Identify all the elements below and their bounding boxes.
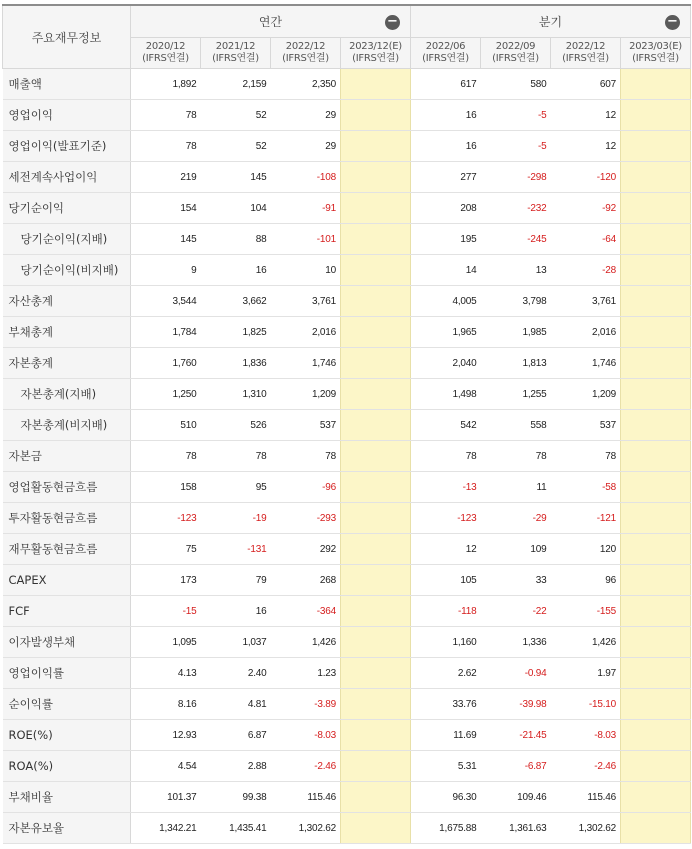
value-cell: 16: [201, 596, 271, 627]
value-cell: 1,825: [201, 317, 271, 348]
value-cell: 11.69: [411, 720, 481, 751]
value-cell: [341, 441, 411, 472]
value-cell: [621, 69, 691, 100]
value-cell: 4.13: [131, 658, 201, 689]
row-label: 영업이익: [3, 100, 131, 131]
value-cell: 3,662: [201, 286, 271, 317]
period-date: 2021/12: [215, 41, 256, 52]
value-cell: 16: [411, 100, 481, 131]
value-cell: 16: [411, 131, 481, 162]
value-cell: [341, 658, 411, 689]
table-row: [3, 751, 691, 782]
value-cell: -245: [481, 224, 551, 255]
table-row: [3, 689, 691, 720]
table-row: [3, 534, 691, 565]
value-cell: 2.62: [411, 658, 481, 689]
period-header: [131, 38, 201, 69]
value-cell: 1,426: [551, 627, 621, 658]
value-cell: 208: [411, 193, 481, 224]
row-label: CAPEX: [3, 565, 131, 596]
value-cell: -118: [411, 596, 481, 627]
value-cell: [341, 255, 411, 286]
value-cell: 145: [201, 162, 271, 193]
table-row: [3, 379, 691, 410]
value-cell: 12: [551, 131, 621, 162]
value-cell: -64: [551, 224, 621, 255]
value-cell: 12: [411, 534, 481, 565]
table-row: [3, 410, 691, 441]
value-cell: [621, 317, 691, 348]
value-cell: [341, 224, 411, 255]
value-cell: 195: [411, 224, 481, 255]
value-cell: [621, 627, 691, 658]
value-cell: 219: [131, 162, 201, 193]
value-cell: -21.45: [481, 720, 551, 751]
corner-header: 주요재무정보: [3, 5, 131, 69]
value-cell: -155: [551, 596, 621, 627]
value-cell: 78: [131, 131, 201, 162]
row-label: 투자활동현금흐름: [3, 503, 131, 534]
period-date: 2022/06: [425, 41, 466, 52]
period-basis: (IFRS연결): [212, 53, 259, 64]
value-cell: 1,209: [271, 379, 341, 410]
value-cell: -2.46: [551, 751, 621, 782]
value-cell: 2.40: [201, 658, 271, 689]
value-cell: 1,746: [271, 348, 341, 379]
value-cell: -123: [131, 503, 201, 534]
value-cell: [341, 782, 411, 813]
value-cell: [621, 286, 691, 317]
period-header: [201, 38, 271, 69]
table-row: [3, 69, 691, 100]
value-cell: [341, 348, 411, 379]
value-cell: 537: [551, 410, 621, 441]
table-row: [3, 131, 691, 162]
row-label: 부채총계: [3, 317, 131, 348]
period-date: 2022/12: [285, 41, 326, 52]
value-cell: 13: [481, 255, 551, 286]
value-cell: [341, 813, 411, 844]
value-cell: 101.37: [131, 782, 201, 813]
value-cell: [341, 286, 411, 317]
row-label: 당기순이익(지배): [3, 224, 131, 255]
value-cell: 510: [131, 410, 201, 441]
value-cell: [341, 596, 411, 627]
value-cell: 277: [411, 162, 481, 193]
value-cell: [621, 565, 691, 596]
value-cell: 3,761: [551, 286, 621, 317]
period-date: 2023/03(E): [629, 41, 682, 52]
table-row: [3, 596, 691, 627]
value-cell: 9: [131, 255, 201, 286]
value-cell: 4.81: [201, 689, 271, 720]
period-date: 2023/12(E): [349, 41, 402, 52]
table-row: [3, 162, 691, 193]
value-cell: [621, 100, 691, 131]
value-cell: 78: [201, 441, 271, 472]
period-date: 2020/12: [145, 41, 186, 52]
value-cell: 526: [201, 410, 271, 441]
value-cell: 2,159: [201, 69, 271, 100]
value-cell: 3,798: [481, 286, 551, 317]
value-cell: 14: [411, 255, 481, 286]
value-cell: -120: [551, 162, 621, 193]
value-cell: -3.89: [271, 689, 341, 720]
period-basis: (IFRS연결): [422, 53, 469, 64]
annual-collapse-icon[interactable]: −: [385, 15, 400, 30]
period-basis: (IFRS연결): [562, 53, 609, 64]
value-cell: -28: [551, 255, 621, 286]
value-cell: -8.03: [271, 720, 341, 751]
value-cell: -6.87: [481, 751, 551, 782]
table-row: [3, 627, 691, 658]
row-label: 자본총계: [3, 348, 131, 379]
period-header: [481, 38, 551, 69]
row-label: 자본총계(지배): [3, 379, 131, 410]
value-cell: -29: [481, 503, 551, 534]
value-cell: 1,160: [411, 627, 481, 658]
financial-summary-table: [2, 4, 691, 844]
period-basis: (IFRS연결): [352, 53, 399, 64]
value-cell: 2.88: [201, 751, 271, 782]
value-cell: -131: [201, 534, 271, 565]
value-cell: [621, 348, 691, 379]
value-cell: [341, 751, 411, 782]
row-label: 자본총계(비지배): [3, 410, 131, 441]
value-cell: 2,016: [551, 317, 621, 348]
value-cell: -121: [551, 503, 621, 534]
value-cell: 115.46: [551, 782, 621, 813]
value-cell: 6.87: [201, 720, 271, 751]
period-header: [271, 38, 341, 69]
value-cell: [621, 379, 691, 410]
table-row: [3, 441, 691, 472]
value-cell: [621, 224, 691, 255]
value-cell: [621, 720, 691, 751]
row-label: 이자발생부채: [3, 627, 131, 658]
value-cell: 104: [201, 193, 271, 224]
value-cell: -2.46: [271, 751, 341, 782]
table-row: [3, 658, 691, 689]
value-cell: 1,336: [481, 627, 551, 658]
value-cell: 4.54: [131, 751, 201, 782]
value-cell: 1,836: [201, 348, 271, 379]
value-cell: -293: [271, 503, 341, 534]
value-cell: [341, 689, 411, 720]
period-basis: (IFRS연결): [492, 53, 539, 64]
value-cell: [621, 751, 691, 782]
value-cell: 158: [131, 472, 201, 503]
value-cell: [621, 596, 691, 627]
value-cell: 173: [131, 565, 201, 596]
value-cell: 1,209: [551, 379, 621, 410]
value-cell: 52: [201, 131, 271, 162]
value-cell: [621, 255, 691, 286]
value-cell: 1,095: [131, 627, 201, 658]
value-cell: 1.97: [551, 658, 621, 689]
annual-group-header: [131, 5, 411, 38]
value-cell: 1,675.88: [411, 813, 481, 844]
value-cell: 78: [411, 441, 481, 472]
quarterly-label: 분기: [538, 15, 563, 29]
table-row: [3, 255, 691, 286]
value-cell: -298: [481, 162, 551, 193]
quarterly-group-header: [411, 5, 691, 38]
value-cell: -58: [551, 472, 621, 503]
row-label: 자본금: [3, 441, 131, 472]
row-label: 세전계속사업이익: [3, 162, 131, 193]
value-cell: [621, 689, 691, 720]
value-cell: 1,342.21: [131, 813, 201, 844]
table-row: [3, 565, 691, 596]
value-cell: 105: [411, 565, 481, 596]
value-cell: -91: [271, 193, 341, 224]
table-row: [3, 472, 691, 503]
table-row: [3, 348, 691, 379]
value-cell: 145: [131, 224, 201, 255]
value-cell: -13: [411, 472, 481, 503]
value-cell: [341, 69, 411, 100]
value-cell: [621, 410, 691, 441]
value-cell: 1,435.41: [201, 813, 271, 844]
value-cell: 1,037: [201, 627, 271, 658]
value-cell: 154: [131, 193, 201, 224]
table-row: [3, 782, 691, 813]
row-label: 영업이익률: [3, 658, 131, 689]
value-cell: 3,544: [131, 286, 201, 317]
value-cell: 1,250: [131, 379, 201, 410]
value-cell: [341, 131, 411, 162]
value-cell: 1.23: [271, 658, 341, 689]
value-cell: [621, 503, 691, 534]
value-cell: 115.46: [271, 782, 341, 813]
value-cell: 1,784: [131, 317, 201, 348]
value-cell: 52: [201, 100, 271, 131]
value-cell: 16: [201, 255, 271, 286]
period-basis: (IFRS연결): [282, 53, 329, 64]
value-cell: 109: [481, 534, 551, 565]
value-cell: 1,965: [411, 317, 481, 348]
value-cell: [341, 100, 411, 131]
value-cell: 29: [271, 100, 341, 131]
value-cell: 78: [131, 441, 201, 472]
table-row: [3, 720, 691, 751]
annual-label: 연간: [258, 15, 283, 29]
value-cell: [341, 565, 411, 596]
value-cell: -92: [551, 193, 621, 224]
value-cell: 1,302.62: [271, 813, 341, 844]
row-label: 자본유보율: [3, 813, 131, 844]
value-cell: 12: [551, 100, 621, 131]
row-label: 당기순이익(비지배): [3, 255, 131, 286]
value-cell: [341, 503, 411, 534]
value-cell: 95: [201, 472, 271, 503]
value-cell: 537: [271, 410, 341, 441]
value-cell: [621, 162, 691, 193]
period-header: [551, 38, 621, 69]
row-label: 당기순이익: [3, 193, 131, 224]
value-cell: 1,746: [551, 348, 621, 379]
value-cell: -108: [271, 162, 341, 193]
value-cell: 3,761: [271, 286, 341, 317]
row-label: 매출액: [3, 69, 131, 100]
value-cell: 1,985: [481, 317, 551, 348]
value-cell: 542: [411, 410, 481, 441]
row-label: 영업이익(발표기준): [3, 131, 131, 162]
value-cell: -22: [481, 596, 551, 627]
value-cell: 79: [201, 565, 271, 596]
value-cell: 1,255: [481, 379, 551, 410]
value-cell: -123: [411, 503, 481, 534]
table-body: [3, 69, 691, 844]
row-label: FCF: [3, 596, 131, 627]
value-cell: [341, 193, 411, 224]
value-cell: [341, 534, 411, 565]
row-label: ROE(%): [3, 720, 131, 751]
value-cell: [621, 193, 691, 224]
value-cell: 1,426: [271, 627, 341, 658]
value-cell: -15: [131, 596, 201, 627]
row-label: ROA(%): [3, 751, 131, 782]
value-cell: -8.03: [551, 720, 621, 751]
value-cell: 1,498: [411, 379, 481, 410]
table-row: [3, 193, 691, 224]
table-row: [3, 286, 691, 317]
value-cell: -232: [481, 193, 551, 224]
period-header: [411, 38, 481, 69]
value-cell: 5.31: [411, 751, 481, 782]
value-cell: [621, 534, 691, 565]
row-label: 순이익률: [3, 689, 131, 720]
value-cell: 8.16: [131, 689, 201, 720]
value-cell: [621, 658, 691, 689]
value-cell: 88: [201, 224, 271, 255]
value-cell: 29: [271, 131, 341, 162]
value-cell: 617: [411, 69, 481, 100]
value-cell: 75: [131, 534, 201, 565]
value-cell: [621, 441, 691, 472]
value-cell: 78: [271, 441, 341, 472]
row-label: 영업활동현금흐름: [3, 472, 131, 503]
value-cell: 1,813: [481, 348, 551, 379]
value-cell: 11: [481, 472, 551, 503]
value-cell: 99.38: [201, 782, 271, 813]
value-cell: -15.10: [551, 689, 621, 720]
period-date: 2022/12: [565, 41, 606, 52]
value-cell: 2,350: [271, 69, 341, 100]
value-cell: 2,040: [411, 348, 481, 379]
value-cell: 2,016: [271, 317, 341, 348]
value-cell: 1,760: [131, 348, 201, 379]
table-row: [3, 100, 691, 131]
value-cell: 607: [551, 69, 621, 100]
value-cell: 1,892: [131, 69, 201, 100]
row-label: 자산총계: [3, 286, 131, 317]
value-cell: [341, 317, 411, 348]
value-cell: 109.46: [481, 782, 551, 813]
value-cell: 10: [271, 255, 341, 286]
value-cell: 78: [481, 441, 551, 472]
period-basis: (IFRS연결): [142, 53, 189, 64]
value-cell: [621, 782, 691, 813]
value-cell: [621, 131, 691, 162]
value-cell: -5: [481, 131, 551, 162]
value-cell: [341, 162, 411, 193]
value-cell: 580: [481, 69, 551, 100]
value-cell: -0.94: [481, 658, 551, 689]
value-cell: 1,302.62: [551, 813, 621, 844]
table-row: [3, 224, 691, 255]
table-row: [3, 503, 691, 534]
value-cell: [341, 379, 411, 410]
value-cell: 120: [551, 534, 621, 565]
value-cell: [341, 410, 411, 441]
value-cell: 78: [551, 441, 621, 472]
value-cell: [341, 720, 411, 751]
value-cell: [341, 627, 411, 658]
value-cell: [621, 813, 691, 844]
value-cell: -364: [271, 596, 341, 627]
value-cell: 96.30: [411, 782, 481, 813]
value-cell: 33: [481, 565, 551, 596]
period-basis: (IFRS연결): [632, 53, 679, 64]
period-date: 2022/09: [495, 41, 536, 52]
value-cell: -19: [201, 503, 271, 534]
value-cell: 4,005: [411, 286, 481, 317]
value-cell: [621, 472, 691, 503]
value-cell: -96: [271, 472, 341, 503]
period-header: [341, 38, 411, 69]
row-label: 재무활동현금흐름: [3, 534, 131, 565]
value-cell: 292: [271, 534, 341, 565]
row-label: 부채비율: [3, 782, 131, 813]
value-cell: 96: [551, 565, 621, 596]
value-cell: -5: [481, 100, 551, 131]
value-cell: 1,361.63: [481, 813, 551, 844]
value-cell: -101: [271, 224, 341, 255]
value-cell: 558: [481, 410, 551, 441]
value-cell: 78: [131, 100, 201, 131]
value-cell: 1,310: [201, 379, 271, 410]
table-row: [3, 813, 691, 844]
value-cell: [341, 472, 411, 503]
value-cell: -39.98: [481, 689, 551, 720]
value-cell: 33.76: [411, 689, 481, 720]
period-header: [621, 38, 691, 69]
quarterly-collapse-icon[interactable]: −: [665, 15, 680, 30]
table-row: [3, 317, 691, 348]
value-cell: 268: [271, 565, 341, 596]
value-cell: 12.93: [131, 720, 201, 751]
